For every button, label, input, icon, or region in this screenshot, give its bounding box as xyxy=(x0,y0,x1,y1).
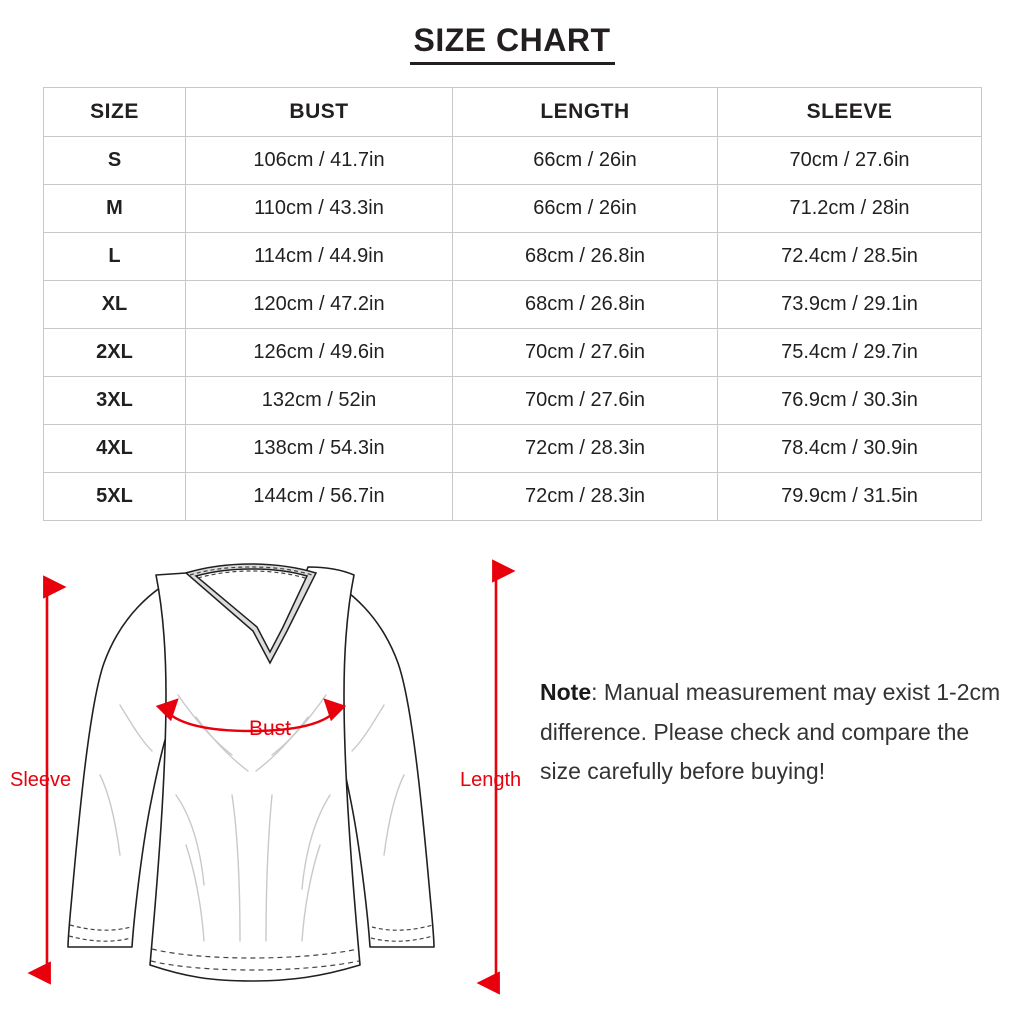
cell-length: 70cm / 27.6in xyxy=(453,329,718,377)
bust-measure-label: Bust xyxy=(249,717,292,740)
page-title: SIZE CHART xyxy=(410,22,615,65)
note-lead-label: Note xyxy=(540,679,592,705)
garment-illustration xyxy=(0,545,540,1025)
table-row xyxy=(44,281,982,329)
cell-sleeve: 72.4cm / 28.5in xyxy=(718,233,982,281)
cell-length: 66cm / 26in xyxy=(453,185,718,233)
table-row xyxy=(44,473,982,521)
cell-bust: 120cm / 47.2in xyxy=(186,281,453,329)
cell-size: 4XL xyxy=(44,425,186,473)
cell-sleeve: 75.4cm / 29.7in xyxy=(718,329,982,377)
table-row xyxy=(44,377,982,425)
table-row xyxy=(44,329,982,377)
cell-sleeve: 73.9cm / 29.1in xyxy=(718,281,982,329)
cell-length: 72cm / 28.3in xyxy=(453,425,718,473)
cell-size: 2XL xyxy=(44,329,186,377)
cell-size: XL xyxy=(44,281,186,329)
column-header-sleeve: SLEEVE xyxy=(718,88,982,137)
cell-bust: 126cm / 49.6in xyxy=(186,329,453,377)
cell-length: 68cm / 26.8in xyxy=(453,233,718,281)
cell-length: 70cm / 27.6in xyxy=(453,377,718,425)
table-row xyxy=(44,185,982,233)
cell-length: 68cm / 26.8in xyxy=(453,281,718,329)
cell-length: 72cm / 28.3in xyxy=(453,473,718,521)
measurement-note xyxy=(540,673,1008,792)
cell-bust: 144cm / 56.7in xyxy=(186,473,453,521)
cell-bust: 132cm / 52in xyxy=(186,377,453,425)
page-title-container xyxy=(0,0,1024,65)
cell-bust: 110cm / 43.3in xyxy=(186,185,453,233)
cell-bust: 114cm / 44.9in xyxy=(186,233,453,281)
cell-size: M xyxy=(44,185,186,233)
sleeve-measure-label: Sleeve xyxy=(10,769,72,791)
length-measure-label: Length xyxy=(460,769,522,791)
cell-size: 3XL xyxy=(44,377,186,425)
cell-sleeve: 79.9cm / 31.5in xyxy=(718,473,982,521)
table-header-row xyxy=(44,88,982,137)
column-header-size: SIZE xyxy=(44,88,186,137)
cell-sleeve: 71.2cm / 28in xyxy=(718,185,982,233)
cell-bust: 106cm / 41.7in xyxy=(186,137,453,185)
table-row xyxy=(44,137,982,185)
cell-size: 5XL xyxy=(44,473,186,521)
size-chart-table xyxy=(43,87,982,521)
cell-sleeve: 78.4cm / 30.9in xyxy=(718,425,982,473)
column-header-bust: BUST xyxy=(186,88,453,137)
cell-sleeve: 70cm / 27.6in xyxy=(718,137,982,185)
size-chart-table-container xyxy=(43,87,981,521)
cell-sleeve: 76.9cm / 30.3in xyxy=(718,377,982,425)
cell-size: L xyxy=(44,233,186,281)
note-body-text: : Manual measurement may exist 1-2cm difference. Please check and compare the size carefully before buying! xyxy=(540,679,1001,785)
table-row xyxy=(44,233,982,281)
cell-length: 66cm / 26in xyxy=(453,137,718,185)
column-header-length: LENGTH xyxy=(453,88,718,137)
measurement-diagram-section xyxy=(0,545,1024,1025)
cell-bust: 138cm / 54.3in xyxy=(186,425,453,473)
cell-size: S xyxy=(44,137,186,185)
table-row xyxy=(44,425,982,473)
